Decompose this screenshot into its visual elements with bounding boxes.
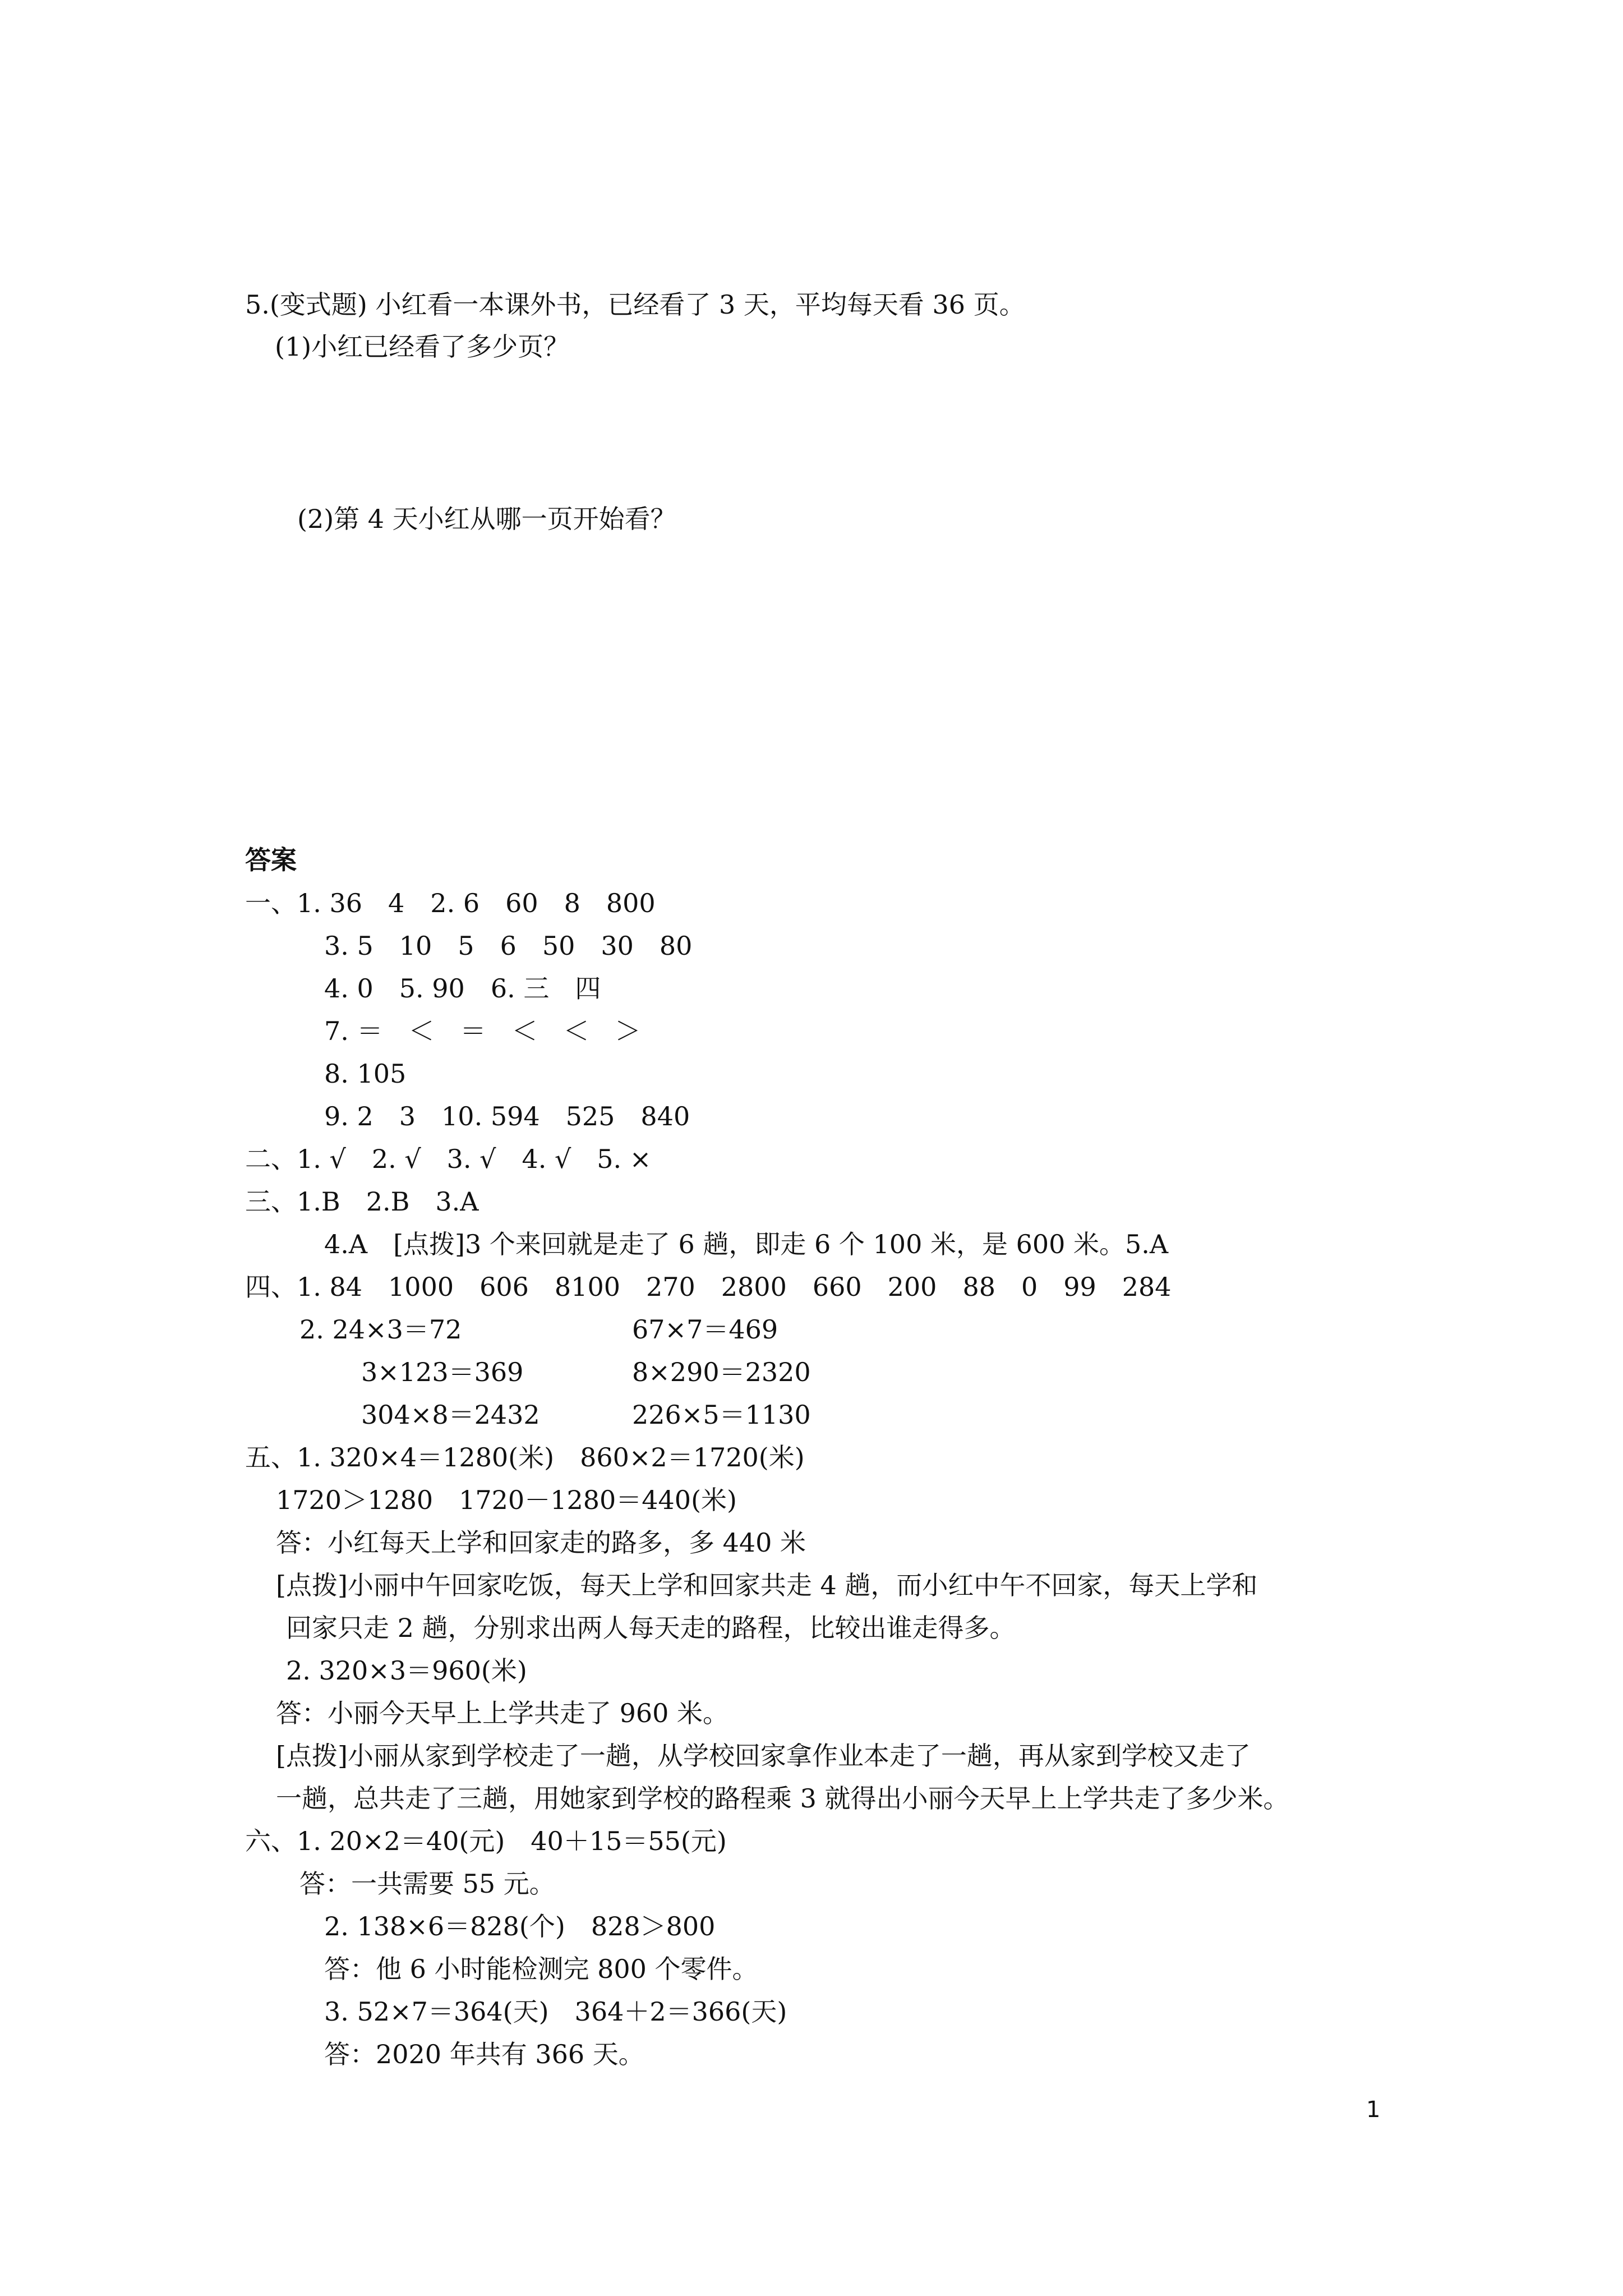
answer-line: 7. ＝ ＜ ＝ ＜ ＜ ＞ <box>324 1016 641 1046</box>
answer-line: 答：他 6 小时能检测完 800 个零件。 <box>324 1954 758 1984</box>
answer-line: 8×290＝2320 <box>632 1357 811 1387</box>
answer-line: 答：小红每天上学和回家走的路多，多 440 米 <box>276 1527 806 1558</box>
answer-line: 2. 24×3＝72 <box>299 1314 462 1345</box>
answer-line: 8. 105 <box>324 1059 407 1089</box>
answer-line: 一、1. 36 4 2. 6 60 8 800 <box>245 888 656 918</box>
question-stem: 5.(变式题) 小红看一本课外书，已经看了 3 天，平均每天看 36 页。 <box>245 289 1025 320</box>
answer-line: 五、1. 320×4＝1280(米) 860×2＝1720(米) <box>245 1442 805 1473</box>
answer-line: 四、1. 84 1000 606 8100 270 2800 660 200 88 0 99 284 <box>245 1272 1172 1302</box>
answer-line: 答：小丽今天早上上学共走了 960 米。 <box>276 1698 729 1728</box>
answer-line: [点拨]小丽中午回家吃饭，每天上学和回家共走 4 趟，而小红中午不回家，每天上学和 <box>276 1570 1258 1600</box>
answer-line: 2. 320×3＝960(米) <box>286 1655 527 1686</box>
question-sub-2: (2)第 4 天小红从哪一页开始看？ <box>297 504 676 534</box>
answer-line: 2. 138×6＝828(个) 828＞800 <box>324 1911 716 1941</box>
answer-line: 304×8＝2432 <box>361 1400 540 1430</box>
answer-line: 一趟，总共走了三趟，用她家到学校的路程乘 3 就得出小丽今天早上上学共走了多少米。 <box>276 1783 1289 1814</box>
answer-line: 226×5＝1130 <box>632 1400 811 1430</box>
answer-line: 答：2020 年共有 366 天。 <box>324 2039 644 2069</box>
answer-line: 1720＞1280 1720－1280＝440(米) <box>276 1485 737 1515</box>
answer-line: 3. 52×7＝364(天) 364＋2＝366(天) <box>324 1996 787 2027</box>
page-number: 1 <box>1366 2097 1381 2123</box>
answer-line: 4. 0 5. 90 6. 三 四 <box>324 973 601 1004</box>
answers-heading: 答案 <box>245 845 297 875</box>
answer-line: 67×7＝469 <box>632 1314 778 1345</box>
answer-line: 9. 2 3 10. 594 525 840 <box>324 1101 690 1131</box>
answer-line: 4.A [点拨]3 个来回就是走了 6 趟，即走 6 个 100 米，是 600 米。5.A <box>324 1229 1169 1259</box>
answer-line: [点拨]小丽从家到学校走了一趟，从学校回家拿作业本走了一趟，再从家到学校又走了 <box>276 1741 1251 1771</box>
answer-line: 3. 5 10 5 6 50 30 80 <box>324 931 693 961</box>
answer-line: 3×123＝369 <box>361 1357 524 1387</box>
question-sub-1: (1)小红已经看了多少页？ <box>275 332 570 362</box>
answer-line: 三、1.B 2.B 3.A <box>245 1186 479 1217</box>
answer-line: 答：一共需要 55 元。 <box>299 1869 555 1899</box>
answer-line: 回家只走 2 趟，分别求出两人每天走的路程，比较出谁走得多。 <box>286 1613 1016 1643</box>
answer-line: 六、1. 20×2＝40(元) 40＋15＝55(元) <box>245 1826 727 1856</box>
answer-line: 二、1. √ 2. √ 3. √ 4. √ 5. × <box>245 1144 652 1174</box>
